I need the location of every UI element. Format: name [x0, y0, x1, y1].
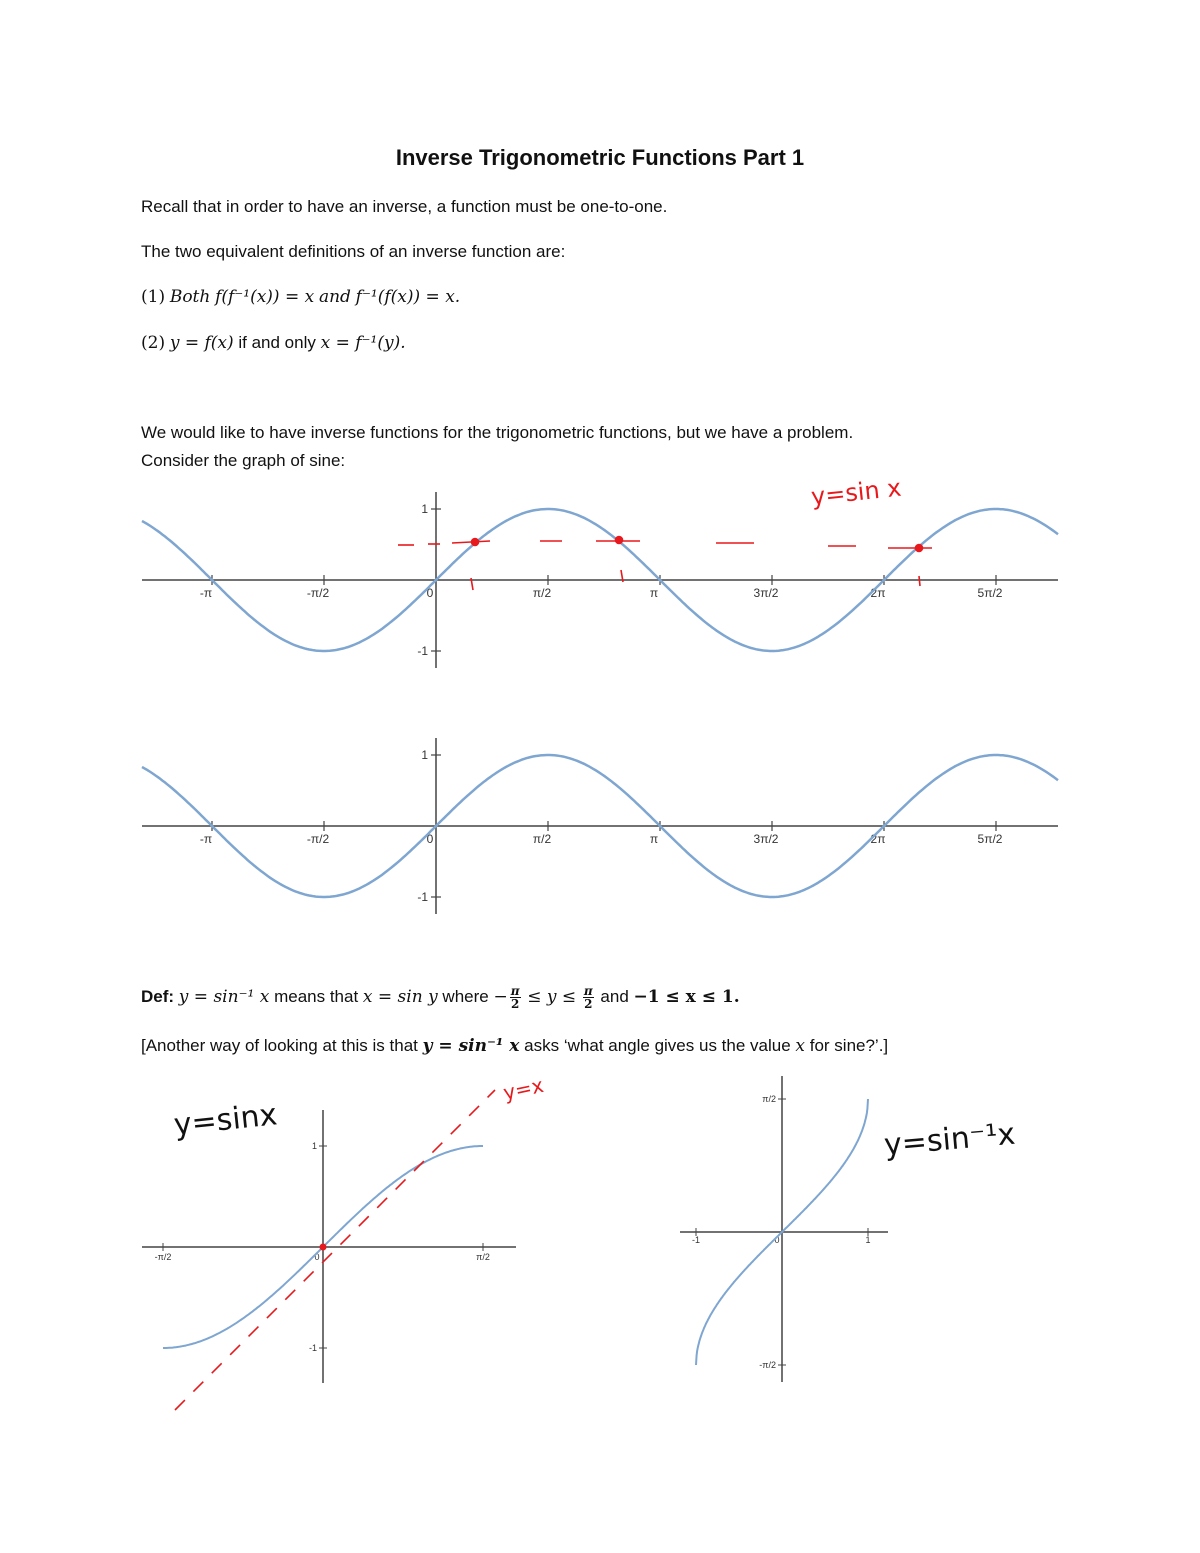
g2-x-tick-label: 3π/2 [753, 832, 779, 846]
g1-x-tick-label: 5π/2 [977, 586, 1003, 600]
g1-handwritten-label: y=sin x [809, 473, 903, 511]
g4-y-tick-label: π/2 [762, 1094, 776, 1104]
g1-x-tick-label: 3π/2 [753, 586, 779, 600]
g4-handwritten-label: y=sin⁻¹x [882, 1116, 1017, 1163]
g3-y-tick-label: -1 [308, 1343, 317, 1353]
problem-line-2: Consider the graph of sine: [141, 451, 346, 470]
def-ineq-mid: ≤ y ≤ [527, 986, 577, 1007]
g2-x-tick-label: 0 [426, 832, 434, 846]
def-means: means that [274, 986, 359, 1006]
another-way-part1: [Another way of looking at this is that [141, 1036, 418, 1055]
def2-eq2: x = f⁻¹(y). [320, 333, 406, 353]
g1-y-tick-label: -1 [417, 644, 428, 658]
def1-eq2: f⁻¹(f(x)) = x. [355, 287, 461, 307]
g2-x-tick-label: 2π [870, 832, 886, 846]
g1-x-tick-label: π/2 [532, 586, 552, 600]
g3-x-tick-label: π/2 [476, 1252, 490, 1262]
g2-y-tick-label: -1 [417, 890, 428, 904]
another-way-part2: asks ‘what angle gives us the value [524, 1036, 791, 1055]
g2-x-tick-label: π/2 [532, 832, 552, 846]
g1-x-tick-label: 0 [426, 586, 434, 600]
def2-eq1: y = f(x) [169, 333, 234, 353]
recall-text: Recall that in order to have an inverse, a function must be one-to-one. [141, 197, 668, 216]
g2-x-tick-label: 5π/2 [977, 832, 1003, 846]
g3-x-tick-label: -π/2 [154, 1252, 172, 1262]
g3-handwritten-line-label: y=x [501, 1073, 546, 1105]
g4-x-tick-label: 0 [774, 1235, 780, 1245]
g4-y-tick-label: -π/2 [759, 1360, 776, 1370]
definitions-intro: The two equivalent definitions of an inverse function are: [141, 242, 566, 261]
another-way-eq: y = sin⁻¹ x [422, 1036, 520, 1056]
problem-line-1: We would like to have inverse functions for the trigonometric functions, but we have a problem. [141, 423, 854, 442]
def2-middle: if and only [238, 333, 316, 352]
pi-over-2-fraction-a: $\frac{\pi}{2}$ [510, 984, 520, 1011]
another-way-part3: for sine?’.] [809, 1036, 889, 1055]
g2-x-tick-label: π [649, 832, 659, 846]
def-ineq-end: −1 ≤ x ≤ 1. [633, 986, 740, 1007]
def1-label: (1) [141, 287, 166, 307]
def-label: Def: [141, 986, 175, 1006]
g3-y-tick-label: 1 [311, 1141, 317, 1151]
g3-handwritten-label: y=sinx [172, 1097, 279, 1143]
g4-x-tick-label: -1 [691, 1235, 701, 1245]
def-eq-b: x = sin y [362, 986, 438, 1007]
def1-both: Both [169, 287, 211, 307]
def1-and: and [318, 287, 351, 307]
pi-over-2-fraction-b: $\frac{\pi}{2}$ [583, 984, 593, 1011]
g1-x-tick-label: -π [199, 586, 213, 600]
g2-x-tick-label: -π/2 [306, 832, 330, 846]
g1-x-tick-label: 2π [870, 586, 886, 600]
def-where: where [442, 986, 489, 1006]
def1-eq1: f(f⁻¹(x)) = x [215, 287, 315, 307]
g2-y-tick-label: 1 [421, 748, 428, 762]
def-ineq-start: − [493, 986, 508, 1007]
g1-x-tick-label: π [649, 586, 659, 600]
g2-x-tick-label: -π [199, 832, 213, 846]
g1-y-tick-label: 1 [421, 502, 428, 516]
def2-label: (2) [141, 333, 166, 353]
g1-x-tick-label: -π/2 [306, 586, 330, 600]
page-title: Inverse Trigonometric Functions Part 1 [395, 145, 805, 170]
g4-x-tick-label: 1 [865, 1235, 871, 1245]
g3-x-tick-label: 0 [314, 1252, 320, 1262]
def-and: and [600, 986, 629, 1006]
def-eq-a: y = sin⁻¹ x [178, 986, 270, 1007]
another-way-var: x [795, 1036, 805, 1056]
